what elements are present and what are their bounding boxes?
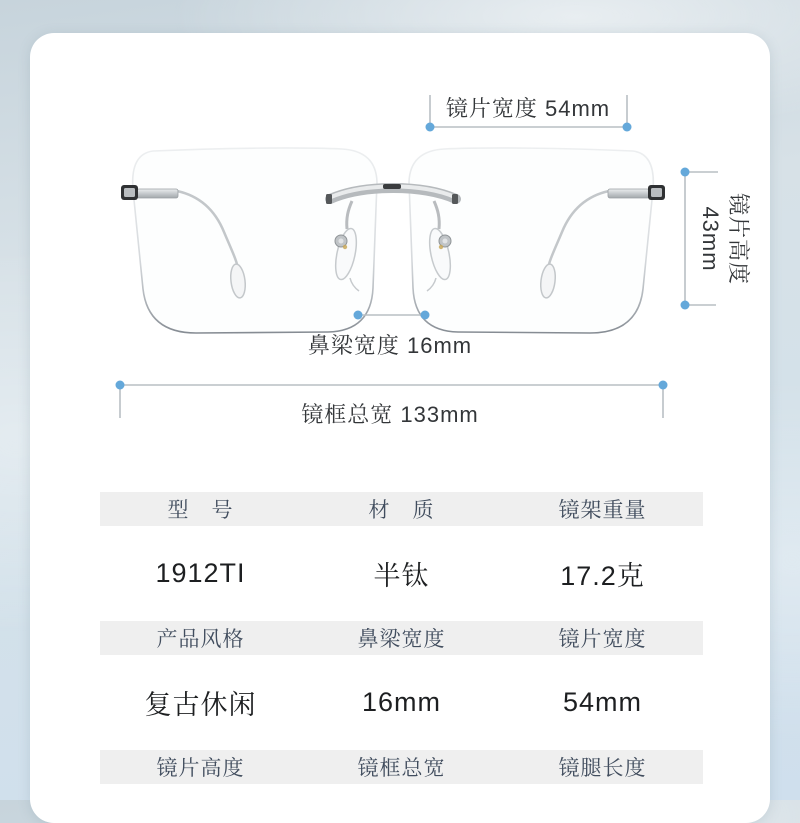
spec-value-row-1 — [100, 526, 703, 621]
spec-header-temple-length: 镜腿长度 — [558, 757, 647, 780]
spec-value-style: 复古休闲 — [144, 690, 257, 720]
spec-header-row-2 — [100, 621, 703, 655]
spec-header-lens-width: 镜片宽度 — [558, 628, 647, 651]
spec-header-row-3 — [100, 750, 703, 784]
spec-value-lens-width: 54mm — [562, 687, 642, 717]
spec-value-bridge-width: 16mm — [361, 687, 441, 717]
rimless-glasses — [121, 148, 665, 333]
bridge-width-label: 鼻梁宽度 16mm — [307, 333, 473, 358]
spec-header-style: 产品风格 — [156, 628, 245, 651]
spec-value-weight: 17.2克 — [560, 561, 645, 591]
lens-width-label: 镜片宽度 54mm — [445, 96, 611, 121]
spec-header-weight: 镜架重量 — [558, 499, 647, 522]
spec-table — [100, 492, 703, 784]
frame-width-label: 镜框总宽 133mm — [301, 402, 479, 427]
lens-height-label-line2: 43mm — [698, 206, 724, 272]
spec-value-model: 1912TI — [155, 558, 246, 588]
spec-header-bridge-width: 鼻梁宽度 — [357, 628, 446, 651]
spec-value-material: 半钛 — [373, 561, 430, 591]
spec-header-model: 型 号 — [167, 499, 234, 522]
spec-header-row-1 — [100, 492, 703, 526]
spec-value-row-2 — [100, 655, 703, 750]
spec-header-material: 材 质 — [368, 499, 435, 522]
spec-header-lens-height: 镜片高度 — [156, 757, 245, 780]
spec-header-frame-width: 镜框总宽 — [357, 757, 446, 780]
lens-height-label-line1: 镜片高度 — [726, 192, 751, 285]
lens-height-label — [698, 192, 752, 286]
lens-outlines — [133, 148, 654, 333]
